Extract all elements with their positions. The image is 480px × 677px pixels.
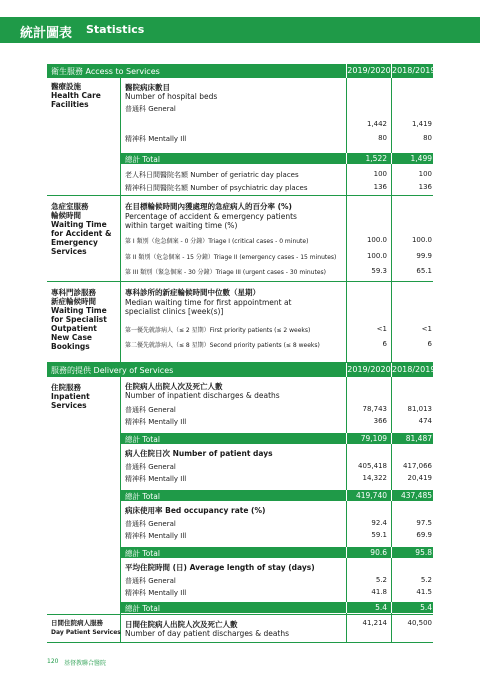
label-zh: 日間住院病人服務 — [51, 619, 103, 627]
label-en: for Specialist — [51, 315, 107, 324]
heading-en: Median waiting time for first appointment at — [125, 298, 292, 307]
label-en: New Case — [51, 333, 93, 342]
heading: 病人住院日次 Number of patient days — [125, 449, 273, 458]
total-row — [121, 153, 433, 164]
label-zh: 輪候時間 — [51, 211, 81, 220]
value-current: 100.0 — [366, 252, 387, 260]
value-previous: 1,499 — [410, 154, 432, 163]
value-previous: 417,066 — [403, 462, 432, 470]
value-current: 41.8 — [371, 588, 387, 596]
heading-en: Number of inpatient discharges & deaths — [125, 391, 280, 400]
group-label — [51, 82, 101, 109]
row-label: 第 III 類別（緊急個案 - 30 分鐘）Triage III (urgent cases - 30 minutes) — [125, 269, 326, 276]
label-en: Waiting Time — [51, 220, 107, 229]
heading: 病床使用率 Bed occupancy rate (%) — [125, 506, 266, 515]
value-previous: 40,500 — [407, 619, 432, 627]
total-label: 總計 Total — [125, 492, 160, 501]
row-label: 老人科日間醫院名額 Number of geriatric day places — [125, 171, 299, 179]
value-current: 419,740 — [355, 491, 387, 500]
group-sopc-waiting-time — [47, 282, 433, 363]
value-previous: 5.2 — [420, 576, 432, 584]
value-current: 80 — [378, 134, 387, 142]
label-en: Day Patient Services — [51, 629, 121, 636]
label-en: Health Care — [51, 91, 101, 100]
value-current: 5.2 — [375, 576, 387, 584]
divider — [120, 282, 121, 362]
heading-zh: 住院病人出院人次及死亡人數 — [125, 382, 223, 391]
value-current: 79,109 — [360, 434, 387, 443]
group-ae-waiting-time — [47, 196, 433, 282]
label-zh: 住院服務 — [51, 383, 81, 392]
label-en: Waiting Time — [51, 306, 107, 315]
value-current: 366 — [373, 417, 387, 425]
footer-text: 基督教聯合醫院 — [64, 660, 107, 667]
total-row — [121, 433, 433, 444]
year-current: 2019/2020 — [347, 66, 391, 75]
row-label: 第 I 類別（危急個案 - 0 分鐘）Triage I (critical cases - 0 minute) — [125, 238, 309, 245]
heading-zh: 專科診所的新症輪候時間中位數（星期） — [125, 288, 260, 297]
label-zh: 急症室服務 — [51, 202, 89, 211]
label-en: for Accident & — [51, 229, 112, 238]
value-previous: 65.1 — [416, 267, 432, 275]
row-label: 普通科 General — [125, 463, 176, 471]
value-previous: 136 — [418, 183, 432, 191]
value-previous: 1,419 — [411, 120, 432, 128]
heading-en: within target waiting time (%) — [125, 221, 238, 230]
heading-en: Number of day patient discharges & deaths — [125, 629, 290, 638]
value-previous: <1 — [421, 325, 432, 333]
row-label: 普通科 General — [125, 105, 176, 113]
value-previous: 95.8 — [415, 548, 432, 557]
heading-zh: 日間住院病人出院人次及死亡人數 — [125, 620, 238, 629]
group-label — [51, 202, 112, 256]
row-label: 精神科 Mentally Ill — [125, 475, 187, 483]
total-label: 總計 Total — [125, 435, 160, 444]
value-previous: 99.9 — [416, 252, 432, 260]
label-en: Services — [51, 247, 87, 256]
group-health-care-facilities — [47, 78, 433, 196]
value-previous: 437,485 — [400, 491, 432, 500]
label-en: Emergency — [51, 238, 98, 247]
value-current: <1 — [376, 325, 387, 333]
section-access-bar — [47, 64, 436, 78]
row-label: 普通科 General — [125, 406, 176, 414]
heading-en: Percentage of accident & emergency patients — [125, 212, 297, 221]
total-label: 總計 Total — [125, 604, 160, 613]
group-label — [51, 288, 107, 351]
year-current: 2019/2020 — [347, 365, 391, 374]
label-en: Facilities — [51, 100, 89, 109]
total-row — [121, 602, 433, 613]
value-current: 5.4 — [375, 603, 387, 612]
value-current: 405,418 — [358, 462, 387, 470]
value-previous: 474 — [418, 417, 432, 425]
value-previous: 80 — [423, 134, 432, 142]
divider — [120, 78, 121, 195]
label-zh: 醫療設施 — [51, 82, 81, 91]
row-label: 精神科 Mentally Ill — [125, 135, 187, 143]
section-title: 衛生服務 Access to Services — [51, 67, 160, 76]
value-current: 92.4 — [371, 519, 387, 527]
row-label: 精神科 Mentally Ill — [125, 589, 187, 597]
row-label: 精神科 Mentally Ill — [125, 532, 187, 540]
label-en: Services — [51, 401, 87, 410]
value-current: 78,743 — [362, 405, 387, 413]
section-title: 服務的提供 Delivery of Services — [51, 366, 174, 375]
heading: 平均住院時間 (日) Average length of stay (days) — [125, 563, 315, 572]
group-label — [51, 383, 90, 410]
group-day-patient-services — [47, 615, 433, 643]
divider — [391, 282, 392, 362]
page-title-en: Statistics — [86, 23, 145, 36]
value-current: 100 — [373, 170, 387, 178]
value-current: 1,522 — [365, 154, 387, 163]
value-current: 90.6 — [370, 548, 387, 557]
row-label: 精神科日間醫院名額 Number of psychiatric day places — [125, 184, 308, 192]
value-previous: 69.9 — [416, 531, 432, 539]
section-delivery-bar — [47, 363, 436, 377]
statistics-table — [47, 64, 436, 643]
value-current: 41,214 — [362, 619, 387, 627]
divider — [346, 282, 347, 362]
value-current: 59.1 — [371, 531, 387, 539]
total-label: 總計 Total — [125, 549, 160, 558]
value-previous: 20,419 — [407, 474, 432, 482]
value-previous: 6 — [427, 340, 432, 348]
value-current: 100.0 — [366, 236, 387, 244]
heading-en: specialist clinics [week(s)] — [125, 307, 224, 316]
total-row — [121, 490, 433, 501]
label-en: Inpatient — [51, 392, 90, 401]
year-previous: 2018/2019 — [392, 365, 436, 374]
value-previous: 41.5 — [416, 588, 432, 596]
row-label: 第 II 類別（危急個案 - 15 分鐘）Triage II (emergency cases - 15 minutes) — [125, 254, 337, 261]
divider — [120, 196, 121, 281]
heading-zh: 在目標輪候時間內獲處理的急症病人的百分率 (%) — [125, 202, 292, 211]
group-inpatient-services — [47, 377, 433, 615]
value-previous: 97.5 — [416, 519, 432, 527]
row-label: 第一優先就診病人（≤ 2 星期）First priority patients (≤ 2 weeks) — [125, 327, 311, 334]
heading-en: Number of hospital beds — [125, 92, 218, 101]
row-label: 精神科 Mentally Ill — [125, 418, 187, 426]
value-previous: 5.4 — [420, 603, 432, 612]
row-label: 普通科 General — [125, 520, 176, 528]
group-label — [51, 619, 121, 637]
value-current: 14,322 — [362, 474, 387, 482]
value-previous: 81,013 — [407, 405, 432, 413]
value-previous: 100.0 — [411, 236, 432, 244]
label-en: Bookings — [51, 342, 90, 351]
total-label: 總計 Total — [125, 155, 160, 164]
value-previous: 100 — [418, 170, 432, 178]
value-current: 59.3 — [371, 267, 387, 275]
label-zh: 專科門診服務 — [51, 288, 96, 297]
page-number: 120 — [47, 658, 59, 665]
row-label: 第二優先就診病人（≤ 8 星期）Second priority patients (≤ 8 weeks) — [125, 342, 320, 349]
value-current: 136 — [373, 183, 387, 191]
value-current: 6 — [382, 340, 387, 348]
row-label: 普通科 General — [125, 577, 176, 585]
year-previous: 2018/2019 — [392, 66, 436, 75]
label-zh: 新症輪候時間 — [51, 297, 96, 306]
value-previous: 81,487 — [405, 434, 432, 443]
total-row — [121, 547, 433, 558]
label-en: Outpatient — [51, 324, 97, 333]
page-title-zh: 統計圖表 — [20, 26, 73, 41]
value-current: 1,442 — [366, 120, 387, 128]
heading-zh: 醫院病床數目 — [125, 83, 170, 92]
